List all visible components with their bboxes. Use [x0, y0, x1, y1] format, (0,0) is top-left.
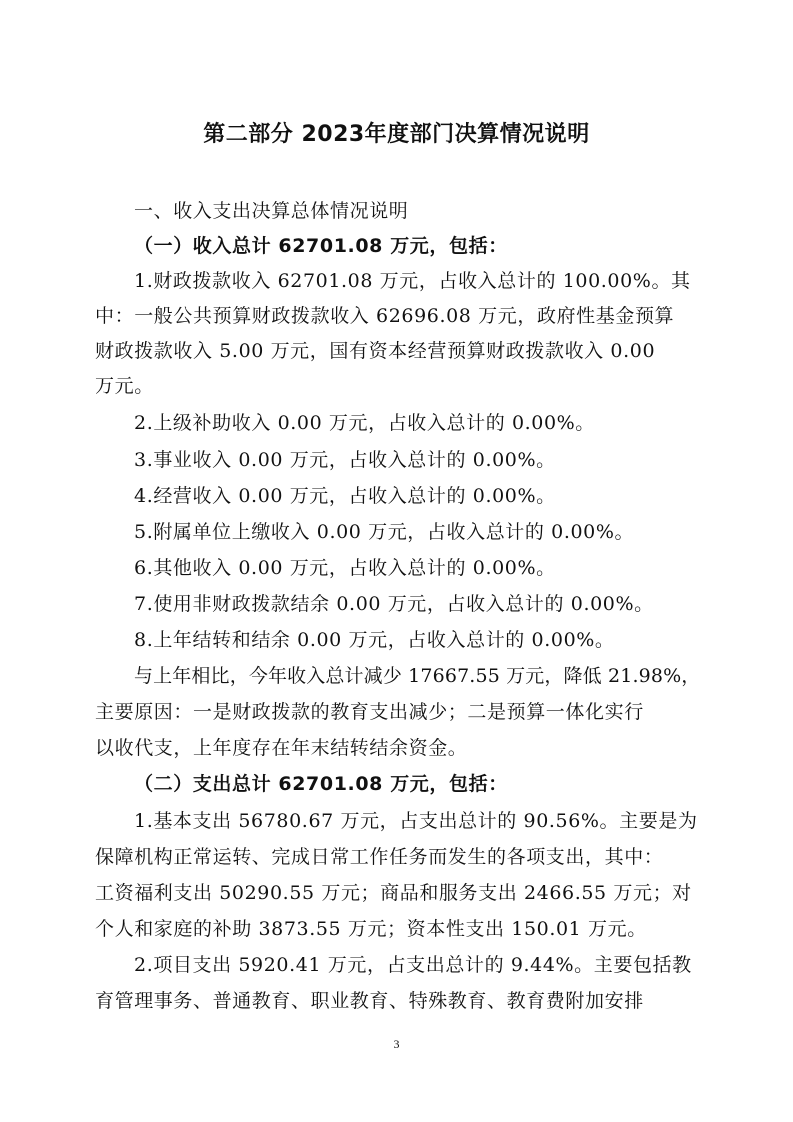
income-item: 4.经营收入 0.00 万元，占收入总计的 0.00%。	[134, 485, 556, 507]
income-total-heading: （一）收入总计 62701.08 万元，包括：	[134, 235, 508, 257]
page-title: 第二部分 2023年度部门决算情况说明	[203, 122, 590, 147]
income-comparison-line: 主要原因：一是财政拨款的教育支出减少；二是预算一体化实行	[95, 701, 644, 723]
income-item: 3.事业收入 0.00 万元，占收入总计的 0.00%。	[134, 449, 556, 471]
income-item: 8.上年结转和结余 0.00 万元，占收入总计的 0.00%。	[134, 629, 615, 651]
expense-paragraph-line: 2.项目支出 5920.41 万元，占支出总计的 9.44%。主要包括教	[134, 954, 692, 976]
expense-paragraph-line: 个人和家庭的补助 3873.55 万元；资本性支出 150.01 万元。	[95, 918, 647, 940]
expense-paragraph-line: 工资福利支出 50290.55 万元；商品和服务支出 2466.55 万元；对	[95, 882, 692, 904]
expense-total-heading: （二）支出总计 62701.08 万元，包括：	[134, 773, 508, 795]
expense-paragraph-line: 保障机构正常运转、完成日常工作任务而发生的各项支出，其中：	[95, 846, 664, 868]
income-comparison-line: 以收代支，上年度存在年末结转结余资金。	[95, 737, 468, 759]
income-paragraph-line: 万元。	[95, 375, 154, 397]
income-item: 5.附属单位上缴收入 0.00 万元，占收入总计的 0.00%。	[134, 521, 635, 543]
income-paragraph-line: 中：一般公共预算财政拨款收入 62696.08 万元，政府性基金预算	[95, 305, 675, 327]
income-paragraph-line: 财政拨款收入 5.00 万元，国有资本经营预算财政拨款收入 0.00	[95, 340, 656, 362]
income-item: 7.使用非财政拨款结余 0.00 万元，占收入总计的 0.00%。	[134, 593, 654, 615]
income-item: 2.上级补助收入 0.00 万元，占收入总计的 0.00%。	[134, 412, 595, 434]
expense-paragraph-line: 育管理事务、普通教育、职业教育、特殊教育、教育费附加安排	[95, 990, 644, 1012]
income-paragraph-line: 1.财政拨款收入 62701.08 万元，占收入总计的 100.00%。其	[134, 270, 691, 292]
section-heading-income-expense: 一、收入支出决算总体情况说明	[134, 200, 409, 222]
income-comparison-line: 与上年相比，今年收入总计减少 17667.55 万元，降低 21.98%，	[134, 665, 701, 687]
income-item: 6.其他收入 0.00 万元，占收入总计的 0.00%。	[134, 557, 556, 579]
expense-paragraph-line: 1.基本支出 56780.67 万元，占支出总计的 90.56%。主要是为	[134, 810, 698, 832]
page-number: 3	[393, 1037, 400, 1051]
